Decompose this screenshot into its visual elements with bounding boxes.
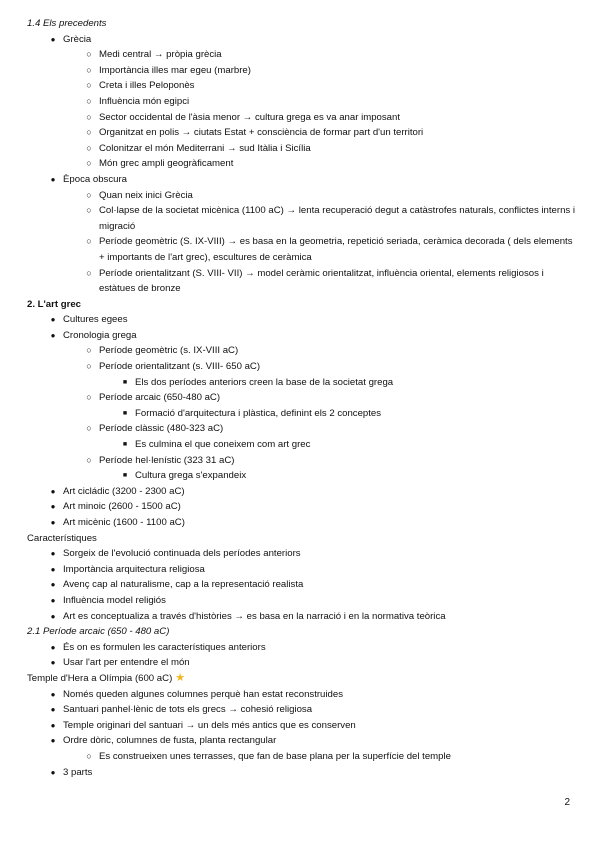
heading-text: Característiques bbox=[27, 532, 97, 544]
list-item bbox=[27, 453, 579, 469]
list-item-text: Usar l'art per entendre el món bbox=[63, 657, 190, 669]
list-item bbox=[27, 188, 579, 204]
section-heading bbox=[27, 297, 579, 313]
list-item-text: Període arcaic (650-480 aC) bbox=[99, 392, 221, 404]
list-item-text: Món grec ampli geogràficament bbox=[99, 158, 234, 170]
list-item-text: Període orientalitzant (s. VIII- 650 aC) bbox=[99, 361, 261, 373]
list-item bbox=[27, 78, 579, 94]
list-item bbox=[27, 437, 579, 453]
bullet-disc-icon: ● bbox=[50, 642, 56, 652]
bullet-disc-icon: ● bbox=[50, 705, 56, 715]
list-item bbox=[27, 375, 579, 391]
list-item-text: Art minoic (2600 - 1500 aC) bbox=[63, 501, 181, 513]
page-number: 2 bbox=[564, 797, 570, 808]
list-item bbox=[27, 234, 579, 265]
list-item-text: Influència món egipci bbox=[99, 95, 190, 107]
section-heading bbox=[27, 624, 579, 640]
bullet-disc-icon: ● bbox=[50, 595, 56, 605]
list-item bbox=[27, 63, 579, 79]
list-item-text: Període geomètric (s. IX-VIII aC) bbox=[99, 345, 239, 357]
list-item bbox=[27, 266, 579, 297]
list-item-text: Època obscura bbox=[63, 173, 127, 185]
list-item bbox=[27, 390, 579, 406]
bullet-square-icon: ■ bbox=[122, 441, 128, 449]
list-item bbox=[27, 343, 579, 359]
list-item-text: Es culmina el que coneixem com art grec bbox=[135, 439, 311, 451]
list-item-text: Col·lapse de la societat micènica (1100 aC) → lenta recuperació degut a catàstrofes naturals, conflictes interns i migració bbox=[99, 205, 576, 232]
list-item bbox=[27, 125, 579, 141]
list-item bbox=[27, 702, 579, 718]
list-item-text: Importància illes mar egeu (marbre) bbox=[99, 64, 251, 76]
bullet-square-icon: ■ bbox=[122, 409, 128, 417]
list-item-text: Ordre dòric, columnes de fusta, planta rectangular bbox=[63, 735, 277, 747]
bullet-disc-icon: ● bbox=[50, 736, 56, 746]
document-body bbox=[27, 16, 579, 780]
list-item-text: Els dos períodes anteriors creen la base de la societat grega bbox=[135, 376, 394, 388]
list-item bbox=[27, 32, 579, 48]
bullet-disc-icon: ● bbox=[50, 518, 56, 527]
list-item bbox=[27, 515, 579, 531]
bullet-circle-icon: ○ bbox=[86, 158, 92, 169]
list-item bbox=[27, 484, 579, 500]
list-item bbox=[27, 312, 579, 328]
bullet-disc-icon: ● bbox=[50, 564, 56, 574]
list-item-text: Només queden algunes columnes perquè han estat reconstruides bbox=[63, 688, 343, 700]
list-item-text: Art cicládic (3200 - 2300 aC) bbox=[63, 485, 185, 497]
bullet-square-icon: ■ bbox=[122, 378, 128, 386]
heading-text: 2.1 Període arcaic (650 - 480 aC) bbox=[27, 626, 170, 638]
bullet-circle-icon: ○ bbox=[86, 64, 92, 75]
list-item-text: Període geomètric (S. IX-VIII) → es basa en la geometria, repetició seriada, ceràmica decorada ( dels elements + importants de l'art grec), escultures de ceràmica bbox=[99, 236, 573, 263]
bullet-circle-icon: ○ bbox=[86, 361, 92, 372]
list-item bbox=[27, 546, 579, 562]
list-item-text: Art es conceptualiza a través d'històries → es basa en la narració i en la normativa teòrica bbox=[63, 610, 446, 622]
bullet-circle-icon: ○ bbox=[86, 111, 92, 122]
list-item-text: Sorgeix de l'evolució continuada dels períodes anteriors bbox=[63, 548, 301, 560]
list-item bbox=[27, 640, 579, 656]
list-item bbox=[27, 203, 579, 234]
bullet-disc-icon: ● bbox=[50, 720, 56, 730]
list-item-text: Període hel·lenístic (323 31 aC) bbox=[99, 454, 235, 466]
list-item-text: És on es formulen les característiques anteriors bbox=[63, 641, 266, 653]
list-item-text: Grècia bbox=[63, 33, 92, 45]
list-item bbox=[27, 110, 579, 126]
list-item bbox=[27, 172, 579, 188]
list-item bbox=[27, 499, 579, 515]
bullet-disc-icon: ● bbox=[50, 689, 56, 699]
list-item-text: Període orientalitzant (S. VIII- VII) → model ceràmic orientalitzat, influència oriental, elements religiosos i estàtues de bronze bbox=[99, 267, 544, 295]
bullet-disc-icon: ● bbox=[50, 34, 56, 44]
list-item-text: 3 parts bbox=[63, 766, 93, 778]
bullet-disc-icon: ● bbox=[50, 502, 56, 512]
list-item-text: Art micènic (1600 - 1100 aC) bbox=[63, 517, 185, 528]
bullet-disc-icon: ● bbox=[50, 315, 56, 325]
bullet-disc-icon: ● bbox=[50, 767, 56, 777]
heading-text: 2. L'art grec bbox=[27, 298, 82, 310]
bullet-circle-icon: ○ bbox=[86, 95, 92, 106]
list-item bbox=[27, 577, 579, 593]
list-item-text: Creta i illes Peloponès bbox=[99, 80, 195, 92]
list-item bbox=[27, 655, 579, 671]
list-item-text: Avenç cap al naturalisme, cap a la representació realista bbox=[63, 579, 304, 591]
list-item bbox=[27, 593, 579, 609]
bullet-disc-icon: ● bbox=[50, 486, 56, 496]
section-heading bbox=[27, 16, 579, 32]
list-item bbox=[27, 765, 579, 781]
list-item-text: Colonitzar el món Mediterrani → sud Itàlia i Sicília bbox=[99, 142, 311, 154]
list-item bbox=[27, 562, 579, 578]
list-item bbox=[27, 156, 579, 172]
list-item bbox=[27, 141, 579, 157]
list-item-text: Importància arquitectura religiosa bbox=[63, 563, 205, 575]
list-item bbox=[27, 718, 579, 734]
list-item bbox=[27, 406, 579, 422]
list-item-text: Influència model religiós bbox=[63, 594, 166, 606]
list-item bbox=[27, 47, 579, 63]
section-heading bbox=[27, 671, 579, 687]
bullet-circle-icon: ○ bbox=[86, 80, 92, 91]
list-item bbox=[27, 749, 579, 765]
bullet-circle-icon: ○ bbox=[86, 205, 92, 216]
list-item bbox=[27, 359, 579, 375]
list-item-text: Cultura grega s'expandeix bbox=[135, 470, 247, 482]
list-item-text: Formació d'arquitectura i plàstica, definint els 2 conceptes bbox=[135, 407, 382, 419]
bullet-disc-icon: ● bbox=[50, 611, 56, 621]
bullet-circle-icon: ○ bbox=[86, 454, 92, 465]
bullet-circle-icon: ○ bbox=[86, 750, 92, 761]
bullet-circle-icon: ○ bbox=[86, 127, 92, 138]
list-item-text: Sector occidental de l'àsia menor → cultura grega es va anar imposant bbox=[99, 111, 400, 123]
bullet-square-icon: ■ bbox=[122, 472, 128, 480]
bullet-disc-icon: ● bbox=[50, 658, 56, 668]
list-item-text: Cultures egees bbox=[63, 314, 128, 326]
list-item-text: Medi central → pròpia grècia bbox=[99, 49, 222, 61]
bullet-disc-icon: ● bbox=[50, 580, 56, 590]
heading-text: Temple d'Hera a Olímpia (600 aC) bbox=[27, 672, 173, 684]
bullet-circle-icon: ○ bbox=[86, 142, 92, 153]
list-item bbox=[27, 328, 579, 344]
list-item-text: Santuari panhel·lènic de tots els grecs → cohesió religiosa bbox=[63, 704, 313, 716]
bullet-disc-icon: ● bbox=[50, 549, 56, 559]
bullet-disc-icon: ● bbox=[50, 330, 56, 340]
list-item bbox=[27, 468, 579, 484]
bullet-circle-icon: ○ bbox=[86, 423, 92, 434]
heading-text: 1.4 Els precedents bbox=[27, 18, 107, 29]
list-item-text: Cronologia grega bbox=[63, 329, 137, 341]
list-item-text: Període clàssic (480-323 aC) bbox=[99, 423, 224, 435]
bullet-circle-icon: ○ bbox=[86, 392, 92, 403]
list-item bbox=[27, 94, 579, 110]
list-item-text: Temple originari del santuari → un dels més antics que es conserven bbox=[63, 719, 356, 731]
bullet-circle-icon: ○ bbox=[86, 345, 92, 356]
bullet-disc-icon: ● bbox=[50, 174, 56, 184]
bullet-circle-icon: ○ bbox=[86, 49, 92, 60]
list-item bbox=[27, 687, 579, 703]
list-item-text: Quan neix inici Grècia bbox=[99, 189, 193, 201]
list-item-text: Organitzat en polis → ciutats Estat + consciència de formar part d'un territori bbox=[99, 127, 424, 139]
star-icon: ★ bbox=[175, 671, 186, 684]
list-item bbox=[27, 421, 579, 437]
bullet-circle-icon: ○ bbox=[86, 189, 92, 200]
list-item bbox=[27, 733, 579, 749]
bullet-circle-icon: ○ bbox=[86, 236, 92, 247]
section-heading bbox=[27, 531, 579, 547]
list-item-text: Es construeixen unes terrasses, que fan de base plana per la superfície del temple bbox=[99, 750, 451, 762]
bullet-circle-icon: ○ bbox=[86, 267, 92, 278]
list-item bbox=[27, 609, 579, 625]
